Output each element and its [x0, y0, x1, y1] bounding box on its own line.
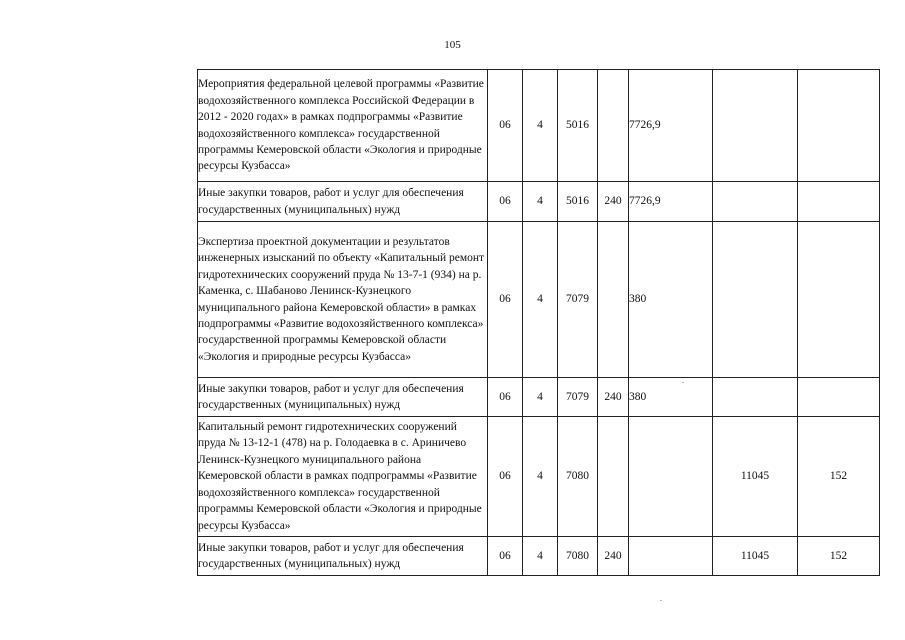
code-cell: 5016	[558, 70, 598, 182]
subsection-cell: 4	[523, 537, 558, 576]
table-row	[198, 378, 880, 417]
amount-3-cell: 152	[798, 537, 880, 576]
amount-1-cell	[629, 537, 713, 576]
row-description: Капитальный ремонт гидротехнических сооружений пруда № 13-12-1 (478) на р. Голодаевка в с. Ариничево Ленинск-Кузнецкого муниципального района Кемеровской области в рамках подпрограммы «Развитие водохозяйственного комплекса» государственной программы Кемеровской области «Экология и природные ресурсы Кузбасса»	[198, 417, 488, 537]
code-cell: 7080	[558, 417, 598, 537]
scan-speck	[660, 600, 662, 601]
row-description: Иные закупки товаров, работ и услуг для обеспечения государственных (муниципальных) нужд	[198, 182, 488, 222]
section-cell: 06	[488, 417, 523, 537]
expense-type-cell: 240	[598, 182, 629, 222]
amount-1-cell: 7726,9	[629, 182, 713, 222]
amount-2-cell	[713, 378, 798, 417]
section-cell: 06	[488, 537, 523, 576]
expense-type-cell: 240	[598, 537, 629, 576]
table-row	[198, 70, 880, 182]
amount-2-cell: 11045	[713, 417, 798, 537]
section-cell: 06	[488, 222, 523, 378]
amount-3-cell	[798, 222, 880, 378]
code-cell: 5016	[558, 182, 598, 222]
subsection-cell: 4	[523, 378, 558, 417]
amount-3-cell	[798, 182, 880, 222]
subsection-cell: 4	[523, 70, 558, 182]
expense-type-cell	[598, 222, 629, 378]
section-cell: 06	[488, 182, 523, 222]
subsection-cell: 4	[523, 417, 558, 537]
page-number: 105	[444, 39, 461, 51]
amount-1-cell: 7726,9	[629, 70, 713, 182]
subsection-cell: 4	[523, 182, 558, 222]
code-cell: 7080	[558, 537, 598, 576]
code-cell: 7079	[558, 222, 598, 378]
amount-1-cell: 380	[629, 378, 713, 417]
table-row	[198, 182, 880, 222]
amount-1-cell	[629, 417, 713, 537]
amount-2-cell: 11045	[713, 537, 798, 576]
budget-table	[197, 69, 880, 576]
row-description: Иные закупки товаров, работ и услуг для обеспечения государственных (муниципальных) нужд	[198, 537, 488, 576]
code-cell: 7079	[558, 378, 598, 417]
expense-type-cell: 240	[598, 378, 629, 417]
table-row	[198, 537, 880, 576]
amount-3-cell: 152	[798, 417, 880, 537]
amount-1-cell: 380	[629, 222, 713, 378]
expense-type-cell	[598, 417, 629, 537]
row-description: Иные закупки товаров, работ и услуг для обеспечения государственных (муниципальных) нужд	[198, 378, 488, 417]
subsection-cell: 4	[523, 222, 558, 378]
amount-3-cell	[798, 70, 880, 182]
section-cell: 06	[488, 70, 523, 182]
amount-2-cell	[713, 70, 798, 182]
row-description: Мероприятия федеральной целевой программы «Развитие водохозяйственного комплекса Российской Федерации в 2012 - 2020 годах» в рамках подпрограммы «Развитие водохозяйственного комплекса» государственной программы Кемеровской области «Экология и природные ресурсы Кузбасса»	[198, 70, 488, 182]
row-description: Экспертиза проектной документации и результатов инженерных изысканий по объекту «Капитальный ремонт гидротехнических сооружений пруда № 13-7-1 (934) на р. Каменка, с. Шабаново Ленинск-Кузнецкого муниципального района Кемеровской области» в рамках подпрограммы «Развитие водохозяйственного комплекса» государственной программы Кемеровской области «Экология и природные ресурсы Кузбасса»	[198, 222, 488, 378]
table-row	[198, 222, 880, 378]
amount-3-cell	[798, 378, 880, 417]
amount-2-cell	[713, 182, 798, 222]
amount-2-cell	[713, 222, 798, 378]
scan-speck	[682, 382, 684, 383]
section-cell: 06	[488, 378, 523, 417]
expense-type-cell	[598, 70, 629, 182]
table-row	[198, 417, 880, 537]
